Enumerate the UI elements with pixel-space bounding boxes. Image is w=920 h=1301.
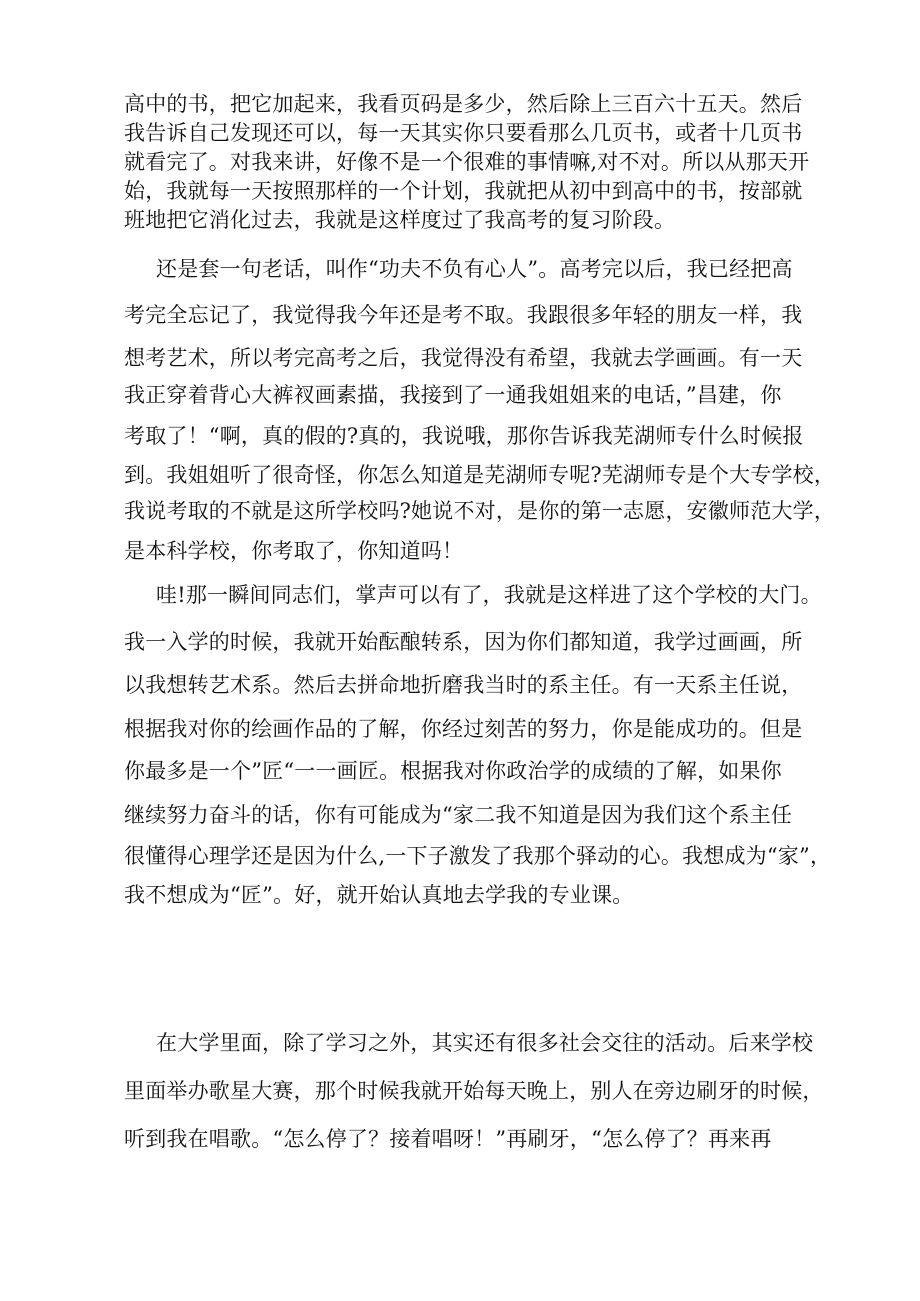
paragraph-3-line-3: 以我想转艺术系。然后去拼命地折磨我当时的系主任。有一天系主任说， (124, 673, 803, 697)
paragraph-2-line-7: 我说考取的不就是这所学校吗?她说不对，是你的第一志愿，安徽师范大学， (124, 499, 836, 523)
paragraph-1-line-5: 班地把它消化过去，我就是这样度过了我高考的复习阶段。 (124, 208, 676, 232)
paragraph-4-line-3: 听到我在唱歌。“怎么停了？接着唱呀！”再刷牙，“怎么停了？再来再 (124, 1127, 772, 1151)
paragraph-1-line-4: 始，我就每一天按照那样的一个计划，我就把从初中到高中的书，按部就 (124, 179, 803, 203)
paragraph-4-line-1: 在大学里面，除了学习之外，其实还有很多社会交往的活动。后来学校 (156, 1031, 814, 1055)
paragraph-3-line-6: 继续努力奋斗的话，你有可能成为“家二我不知道是因为我们这个系主任 (124, 803, 793, 827)
paragraph-2-line-2: 考完全忘记了，我觉得我今年还是考不取。我跟很多年轻的朋友一样，我 (124, 303, 803, 327)
paragraph-3-line-5: 你最多是一个”匠“一一画匠。根据我对你政治学的成绩的了解，如果你 (124, 759, 782, 783)
paragraph-2-line-4: 我正穿着背心大裤衩画素描，我接到了一通我姐姐来的电话，”昌建，你 (124, 383, 782, 407)
paragraph-2-line-1: 还是套一句老话，叫作“功夫不负有心人”。高考完以后，我已经把高 (156, 257, 793, 281)
paragraph-2-line-6: 到。我姐姐听了很奇怪，你怎么知道是芜湖师专呢?芜湖师专是个大专学校， (124, 463, 836, 487)
paragraph-3-line-8: 我不想成为“匠”。好，就开始认真地去学我的专业课。 (124, 883, 634, 907)
paragraph-4-line-2: 里面举办歌星大赛，那个时候我就开始每天晚上，别人在旁边刷牙的时候， (124, 1079, 824, 1103)
paragraph-3-line-1: 哇!那一瞬间同志们，掌声可以有了，我就是这样进了这个学校的大门。 (156, 583, 822, 607)
paragraph-3-line-2: 我一入学的时候，我就开始酝酿转系，因为你们都知道，我学过画画，所 (124, 630, 803, 654)
paragraph-1-line-1: 高中的书，把它加起来，我看页码是多少，然后除上三百六十五天。然后 (124, 92, 803, 116)
paragraph-2-line-8: 是本科学校，你考取了，你知道吗！ (124, 539, 464, 563)
paragraph-3-line-4: 根据我对你的绘画作品的了解，你经过刻苦的努力，你是能成功的。但是 (124, 717, 803, 741)
paragraph-2-line-5: 考取了！“啊，真的假的?真的，我说哦，那你告诉我芜湖师专什么时候报 (124, 424, 804, 448)
paragraph-2-line-3: 想考艺术，所以考完高考之后，我觉得没有希望，我就去学画画。有一天 (124, 346, 803, 370)
paragraph-1-line-3: 就看完了。对我来讲，好像不是一个很难的事情嘛,对不对。所以从那天开 (124, 150, 810, 174)
paragraph-1-line-2: 我告诉自己发现还可以，每一天其实你只要看那么几页书，或者十几页书 (124, 121, 803, 145)
paragraph-3-line-7: 很懂得心理学还是因为什么,一下子激发了我那个驿动的心。我想成为“家”， (124, 844, 832, 868)
